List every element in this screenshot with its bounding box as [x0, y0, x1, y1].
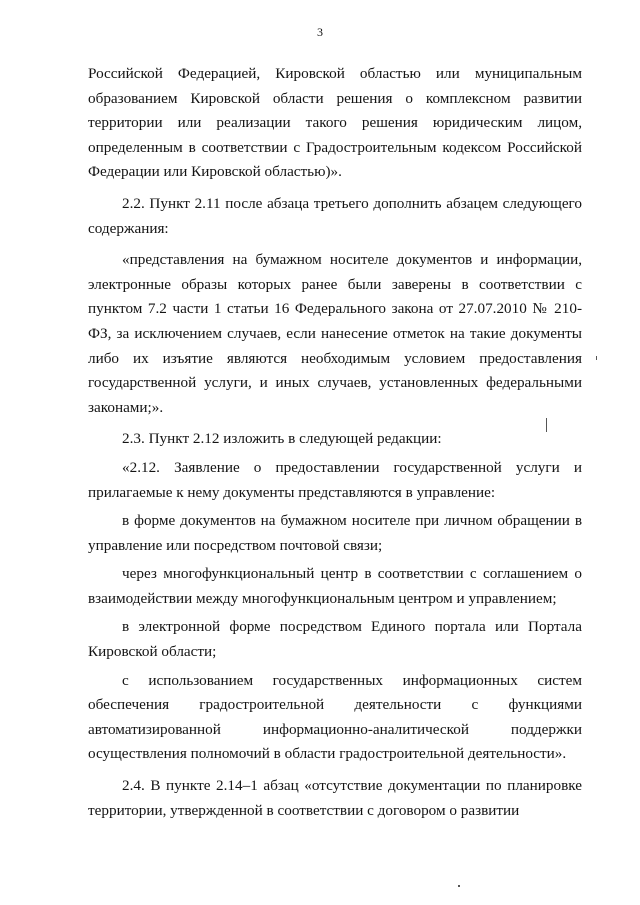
paragraph-2-2: 2.2. Пункт 2.11 после абзаца третьего дополнить абзацем следующего содержания: [88, 194, 582, 237]
paragraph-electronic-form: в электронной форме посредством Единого портала или Портала Кировской области; [88, 618, 582, 661]
paragraph-continuation: Российской Федерацией, Кировской областью или муниципальным образованием Кировской области решения о комплексном развитии территории или реализации такого решения юридическим лицом, определенным в соответствии с Градостроительным кодексом Российской Федерации или Кировской областью)». [88, 65, 582, 181]
document-body [88, 62, 582, 823]
paragraph-paper-form: в форме документов на бумажном носителе при личном обращении в управление или посредством почтовой связи; [88, 512, 582, 554]
paragraph-quote-representation: «представления на бумажном носителе документов и информации, электронные образы которых ранее были заверены в соответствии с пунктом 7.2 части 1 статьи 16 Федерального закона от 27.07.2010 № 210-ФЗ, за исключением случаев, если нанесение отметок на такие документы либо их изъятие являются необходимым условием предоставления государственной услуги, и иных случаев, установленных федеральными законами;». [88, 251, 582, 416]
scan-mark-bottom [458, 885, 460, 887]
paragraph-2-12: «2.12. Заявление о предоставлении государственной услуги и прилагаемые к нему документы представляются в управление: [88, 458, 582, 501]
page-number: 3 [317, 25, 323, 39]
scan-mark-right-1 [596, 356, 597, 360]
paragraph-2-4: 2.4. В пункте 2.14–1 абзац «отсутствие документации по планировке территории, утвержденной в соответствии с договором о развитии [88, 777, 582, 819]
paragraph-mfc: через многофункциональный центр в соответствии с соглашением о взаимодействии между многофункциональным центром и управлением; [88, 565, 582, 607]
paragraph-2-3: 2.3. Пункт 2.12 изложить в следующей редакции: [122, 430, 442, 448]
paragraph-information-systems: с использованием государственных информационных систем обеспечения градостроительной деятельности с функциями автоматизированной информационно-аналитической поддержки осуществления полномочий в области градостроительной деятельности». [88, 671, 582, 763]
scan-mark-right-2 [546, 418, 547, 432]
